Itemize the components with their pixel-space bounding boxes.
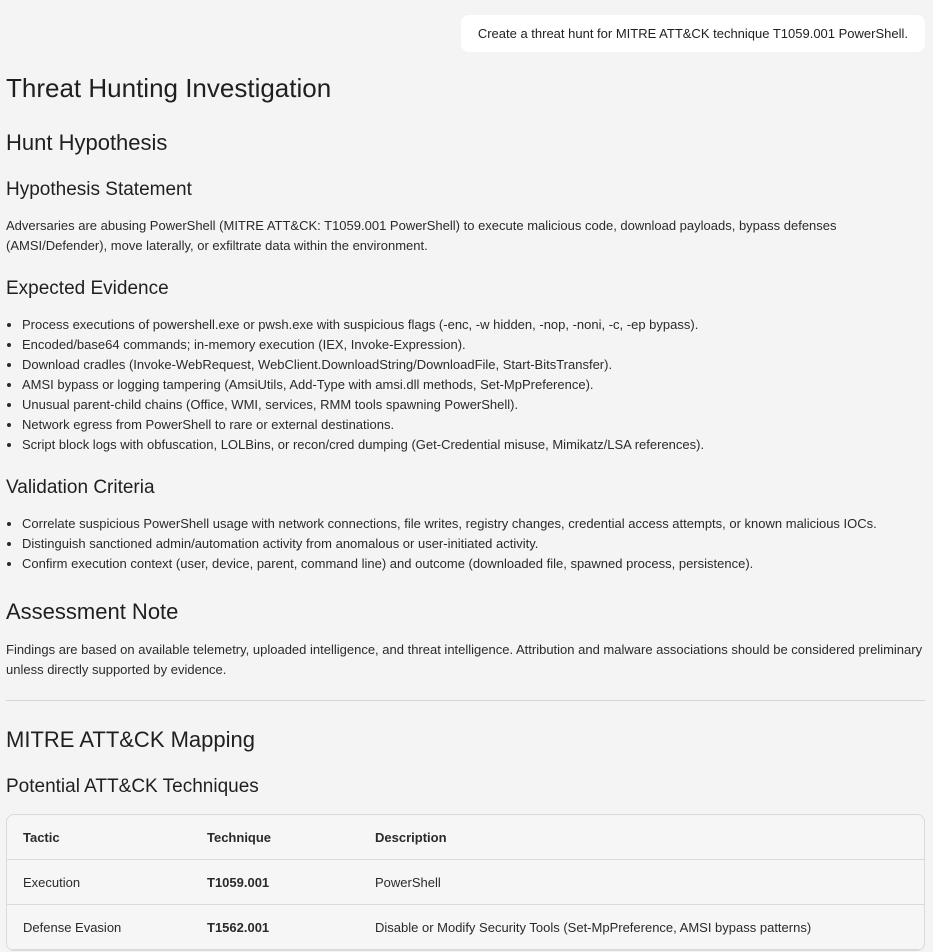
tactic-cell: Execution xyxy=(7,860,191,905)
table-row xyxy=(7,860,924,905)
potential-techniques-heading: Potential ATT&CK Techniques xyxy=(6,776,259,797)
hypothesis-statement-heading: Hypothesis Statement xyxy=(6,179,192,200)
user-message-row xyxy=(6,0,925,52)
hunt-hypothesis-heading: Hunt Hypothesis xyxy=(6,130,168,155)
validation-criteria-heading: Validation Criteria xyxy=(6,477,155,498)
assessment-note-heading: Assessment Note xyxy=(6,599,179,624)
validation-criteria-list xyxy=(6,514,925,574)
user-message-bubble: Create a threat hunt for MITRE ATT&CK technique T1059.001 PowerShell. xyxy=(461,15,925,52)
column-header-description: Description xyxy=(359,815,924,860)
table-row xyxy=(7,905,924,950)
list-item: • Process executions of powershell.exe or pwsh.exe with suspicious flags (-enc, -w hidden, -nop, -noni, -c, -ep bypass). xyxy=(22,315,925,335)
list-item: • Unusual parent-child chains (Office, WMI, services, RMM tools spawning PowerShell). xyxy=(22,395,925,415)
techniques-table-container xyxy=(6,814,925,951)
tactic-cell: Defense Evasion xyxy=(7,905,191,950)
list-item: • Confirm execution context (user, device, parent, command line) and outcome (downloaded file, spawned process, persistence). xyxy=(22,554,925,574)
list-item: • Correlate suspicious PowerShell usage with network connections, file writes, registry changes, credential access attempts, or known malicious IOCs. xyxy=(22,514,925,534)
column-header-tactic: Tactic xyxy=(7,815,191,860)
expected-evidence-list xyxy=(6,315,925,455)
assistant-response xyxy=(6,71,925,951)
description-cell: Disable or Modify Security Tools (Set-MpPreference, AMSI bypass patterns) xyxy=(359,905,924,950)
list-item: • AMSI bypass or logging tampering (AmsiUtils, Add-Type with amsi.dll methods, Set-MpPreference). xyxy=(22,375,925,395)
report-title: Threat Hunting Investigation xyxy=(6,73,332,103)
list-item: • Download cradles (Invoke-WebRequest, WebClient.DownloadString/DownloadFile, Start-BitsTransfer). xyxy=(22,355,925,375)
expected-evidence-heading: Expected Evidence xyxy=(6,278,169,299)
description-cell: PowerShell xyxy=(359,860,924,905)
table-header-row xyxy=(7,815,924,860)
column-header-technique: Technique xyxy=(191,815,359,860)
list-item: • Script block logs with obfuscation, LOLBins, or recon/cred dumping (Get-Credential misuse, Mimikatz/LSA references). xyxy=(22,435,925,455)
mitre-mapping-heading: MITRE ATT&CK Mapping xyxy=(6,727,255,752)
list-item: • Network egress from PowerShell to rare or external destinations. xyxy=(22,415,925,435)
list-item: • Distinguish sanctioned admin/automation activity from anomalous or user-initiated activity. xyxy=(22,534,925,554)
technique-cell: T1059.001 xyxy=(191,860,359,905)
assessment-note-text: Findings are based on available telemetry, uploaded intelligence, and threat intelligence. Attribution and malware associations should be considered preliminary unless directly supported by evidence. xyxy=(6,642,923,677)
techniques-table xyxy=(7,815,924,950)
hypothesis-statement-text: Adversaries are abusing PowerShell (MITRE ATT&CK: T1059.001 PowerShell) to execute malicious code, download payloads, bypass defenses (AMSI/Defender), move laterally, or exfiltrate data within the environment. xyxy=(6,218,837,253)
technique-cell: T1562.001 xyxy=(191,905,359,950)
list-item: • Encoded/base64 commands; in-memory execution (IEX, Invoke-Expression). xyxy=(22,335,925,355)
section-divider xyxy=(6,700,925,701)
